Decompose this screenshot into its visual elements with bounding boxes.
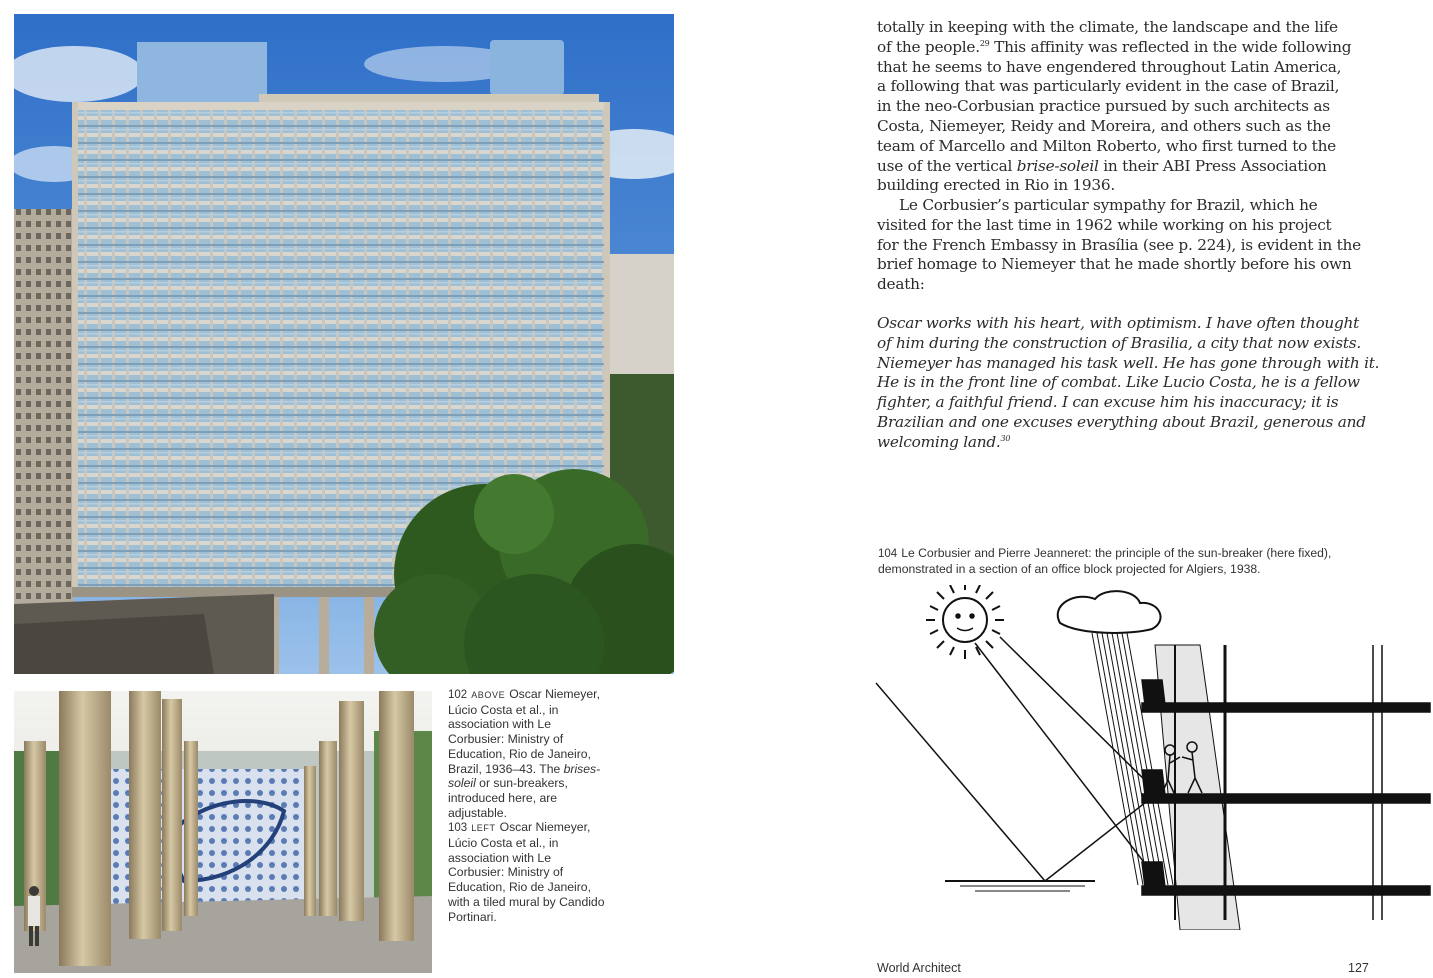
caption-104	[878, 546, 1358, 577]
quote-line: fighter, a faithful friend. I can excuse him his inaccuracy; it is	[877, 393, 1339, 412]
text-line	[877, 157, 1351, 177]
text-fragment: of the people.	[877, 37, 980, 56]
quote-line: Niemeyer has managed his task well. He has gone through with it.	[877, 353, 1380, 372]
photo-ministry-building	[14, 14, 674, 674]
caption-text: Oscar Niemeyer, Lúcio Costa et al., in association with Le Corbusier: Ministry of Education, Rio de Janeiro, with a tiled mural by Candido Portinari.	[448, 820, 605, 924]
text-line: brief homage to Niemeyer that he made shortly before his own	[877, 255, 1352, 274]
building-section	[1142, 645, 1430, 930]
body-paragraph-1	[877, 18, 1351, 196]
quote-line: Oscar works with his heart, with optimism. I have often thought	[877, 314, 1360, 332]
sun-ray-lines	[876, 637, 1160, 883]
figure-position: LEFT	[471, 823, 496, 834]
text-line: Costa, Niemeyer, Reidy and Moreira, and others such as the	[877, 116, 1331, 135]
cloud-icon	[1058, 591, 1161, 633]
body-paragraph-2	[877, 196, 1361, 295]
text-line: for the French Embassy in Brasília (see p. 224), is evident in the	[877, 235, 1361, 254]
text-line: visited for the last time in 1962 while working on his project	[877, 215, 1332, 234]
figure-number: 103	[448, 822, 468, 835]
text-fragment: This affinity was reflected in the wide following	[989, 37, 1352, 56]
caption-text: Le Corbusier and Pierre Jeanneret: the principle of the sun-breaker (here fixed), demonstrated in a section of an office block projected for Algiers, 1938.	[878, 546, 1332, 576]
text-line	[877, 38, 1351, 58]
caption-italic-term: brises-soleil	[448, 761, 601, 791]
text-fragment: use of the vertical	[877, 156, 1017, 175]
ground-lines	[945, 881, 1095, 891]
quote-line: He is in the front line of combat. Like Lucio Costa, he is a fellow	[877, 373, 1360, 392]
caption-text: Oscar Niemeyer, Lúcio Costa et al., in association with Le Corbusier: Ministry of Education, Rio de Janeiro, Brazil, 1936–43. The	[448, 687, 600, 776]
text-line: that he seems to have engendered throughout Latin America,	[877, 57, 1342, 76]
quote-line	[877, 433, 1379, 453]
ministry-building-illustration	[14, 14, 674, 674]
italic-term: brise-soleil	[1016, 156, 1099, 175]
sun-breaker-diagram	[870, 585, 1432, 930]
caption-text: or sun-breakers, introduced here, are adjustable.	[448, 776, 568, 820]
text-line: team of Marcello and Milton Roberto, who first turned to the	[877, 136, 1336, 155]
photo-ministry-pilotis	[14, 691, 432, 973]
footnote-ref-29: 29	[979, 38, 990, 48]
footnote-ref-30: 30	[1000, 433, 1011, 443]
caption-102	[448, 687, 608, 820]
text-line: building erected in Rio in 1936.	[877, 176, 1115, 195]
running-footer-title: World Architect	[877, 961, 961, 975]
text-fragment: in their ABI Press Association	[1098, 156, 1327, 175]
figure-number: 104	[878, 548, 898, 560]
quote-line: Brazilian and one excuses everything about Brazil, generous and	[877, 412, 1366, 431]
page-number: 127	[1348, 961, 1369, 975]
text-line: a following that was particularly evident in the case of Brazil,	[877, 77, 1340, 96]
sun-icon	[926, 585, 1004, 659]
text-line: Le Corbusier’s particular sympathy for Brazil, which he	[899, 196, 1318, 214]
figure-number: 102	[448, 689, 468, 701]
quote-line: of him during the construction of Brasilia, a city that now exists.	[877, 333, 1361, 352]
caption-103	[448, 820, 608, 924]
block-quote	[877, 314, 1379, 453]
text-fragment: welcoming land.	[877, 432, 1001, 451]
figure-position: ABOVE	[471, 690, 506, 700]
text-line: totally in keeping with the climate, the landscape and the life	[877, 18, 1338, 36]
text-line: in the neo-Corbusian practice pursued by such architects as	[877, 97, 1330, 116]
pilotis-mural-illustration	[14, 691, 432, 973]
text-line: death:	[877, 275, 925, 294]
caption-figures-102-103	[448, 687, 608, 924]
